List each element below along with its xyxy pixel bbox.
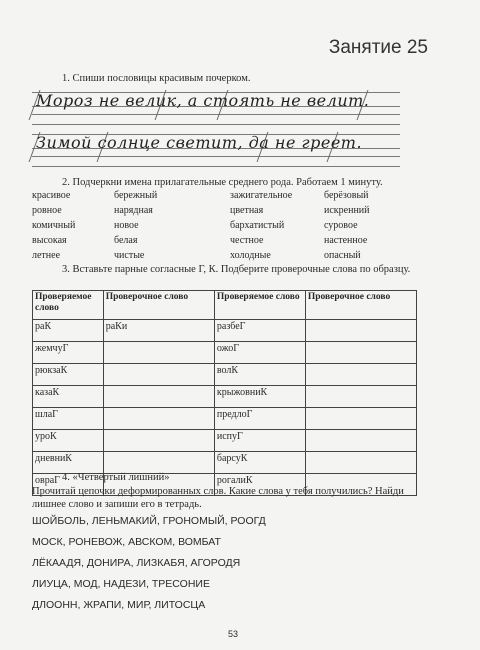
table-cell: раКи <box>103 320 214 342</box>
handwritten-proverb-2: Зимой солнце светит, да не греет. <box>36 133 363 152</box>
page-number: 53 <box>228 629 239 639</box>
word: опасный <box>324 250 361 261</box>
column-header: Проверяемое слово <box>214 291 305 320</box>
word: высокая <box>32 235 67 246</box>
column-header: Проверочное слово <box>103 291 214 320</box>
word: чистые <box>114 250 145 261</box>
table-cell: ожоГ <box>214 342 305 364</box>
word-chain: ЛИУЦА, МОД, НАДЕЗИ, ТРЕСОНИЕ <box>32 578 210 590</box>
word: холодные <box>230 250 271 261</box>
table-row <box>33 364 417 386</box>
table-cell: барсуК <box>214 452 305 474</box>
table-row <box>33 342 417 364</box>
table-cell: дневниК <box>33 452 104 474</box>
table-cell: разбеГ <box>214 320 305 342</box>
consonant-table <box>32 290 417 496</box>
column-header: Проверочное слово <box>305 291 416 320</box>
table-row <box>33 320 417 342</box>
word: бархатистый <box>230 220 285 231</box>
word: цветная <box>230 205 264 216</box>
word: бережный <box>114 190 158 201</box>
word-row <box>32 205 452 220</box>
word: зажигательное <box>230 190 293 201</box>
word: суровое <box>324 220 358 231</box>
table-cell: крыжовниК <box>214 386 305 408</box>
task4-instruction: 4. «Четвёртый лишний» <box>62 472 170 483</box>
table-header-row <box>33 291 417 320</box>
table-cell <box>305 364 416 386</box>
word: красивое <box>32 190 71 201</box>
table-cell: раК <box>33 320 104 342</box>
word-chain: ШОЙБОЛЬ, ЛЕНЬМАКИЙ, ГРОНОМЫЙ, РООГД <box>32 515 266 527</box>
table-cell <box>305 320 416 342</box>
table-cell <box>103 430 214 452</box>
task4-text: Прочитай цепочки деформированных слов. Какие слова у тебя получились? Найди лишнее слово и запиши его в тетрадь. <box>32 486 404 510</box>
word: искренний <box>324 205 370 216</box>
word-row <box>32 220 452 235</box>
table-cell: волК <box>214 364 305 386</box>
table-cell: предлоГ <box>214 408 305 430</box>
table-cell <box>103 386 214 408</box>
column-header: Проверяемое слово <box>33 291 104 320</box>
word: нарядная <box>114 205 153 216</box>
table-cell: рюкзаК <box>33 364 104 386</box>
table-cell <box>305 430 416 452</box>
table-cell: испуГ <box>214 430 305 452</box>
table-cell <box>305 342 416 364</box>
page-title: Занятие 25 <box>328 37 428 58</box>
word-chain: ЛЁКААДЯ, ДОНИРА, ЛИЗКАБЯ, АГОРОДЯ <box>32 557 241 569</box>
word: комичный <box>32 220 76 231</box>
table-cell: жемчуГ <box>33 342 104 364</box>
table-cell <box>103 364 214 386</box>
table-cell: уроК <box>33 430 104 452</box>
table-cell: овраГ <box>33 474 104 496</box>
table-cell: шлаГ <box>33 408 104 430</box>
table-row <box>33 408 417 430</box>
word-chain: МОСК, РОНЕВОЖ, АВСКОМ, ВОМБАТ <box>32 536 221 548</box>
word: берёзовый <box>324 190 369 201</box>
word: новое <box>114 220 139 231</box>
handwritten-proverb-1: Мороз не велик, а стоять не велит. <box>36 91 370 110</box>
table-cell <box>305 452 416 474</box>
table-cell <box>305 408 416 430</box>
handwriting-line-2 <box>32 128 400 170</box>
word-chains <box>32 515 266 620</box>
word-row <box>32 235 452 250</box>
table-cell <box>305 386 416 408</box>
word: настенное <box>324 235 368 246</box>
word: честное <box>230 235 264 246</box>
task2-instruction: 2. Подчеркни имена прилагательные среднего рода. Работаем 1 минуту. <box>62 177 383 188</box>
table-cell <box>103 342 214 364</box>
adjective-word-grid <box>32 190 452 265</box>
task1-instruction: 1. Спиши пословицы красивым почерком. <box>62 73 251 84</box>
word: летнее <box>32 250 61 261</box>
word-row <box>32 190 452 205</box>
table-cell: казаК <box>33 386 104 408</box>
table-row <box>33 430 417 452</box>
word: ровное <box>32 205 62 216</box>
table-cell: рогалиК <box>214 474 305 496</box>
word-chain: ДЛООНН, ЖРАПИ, МИР, ЛИТОСЦА <box>32 599 206 611</box>
task3-instruction: 3. Вставьте парные согласные Г, К. Подберите проверочные слова по образцу. <box>62 264 411 275</box>
word: белая <box>114 235 138 246</box>
table-row <box>33 386 417 408</box>
table-cell <box>103 408 214 430</box>
handwriting-line-1 <box>32 86 400 128</box>
